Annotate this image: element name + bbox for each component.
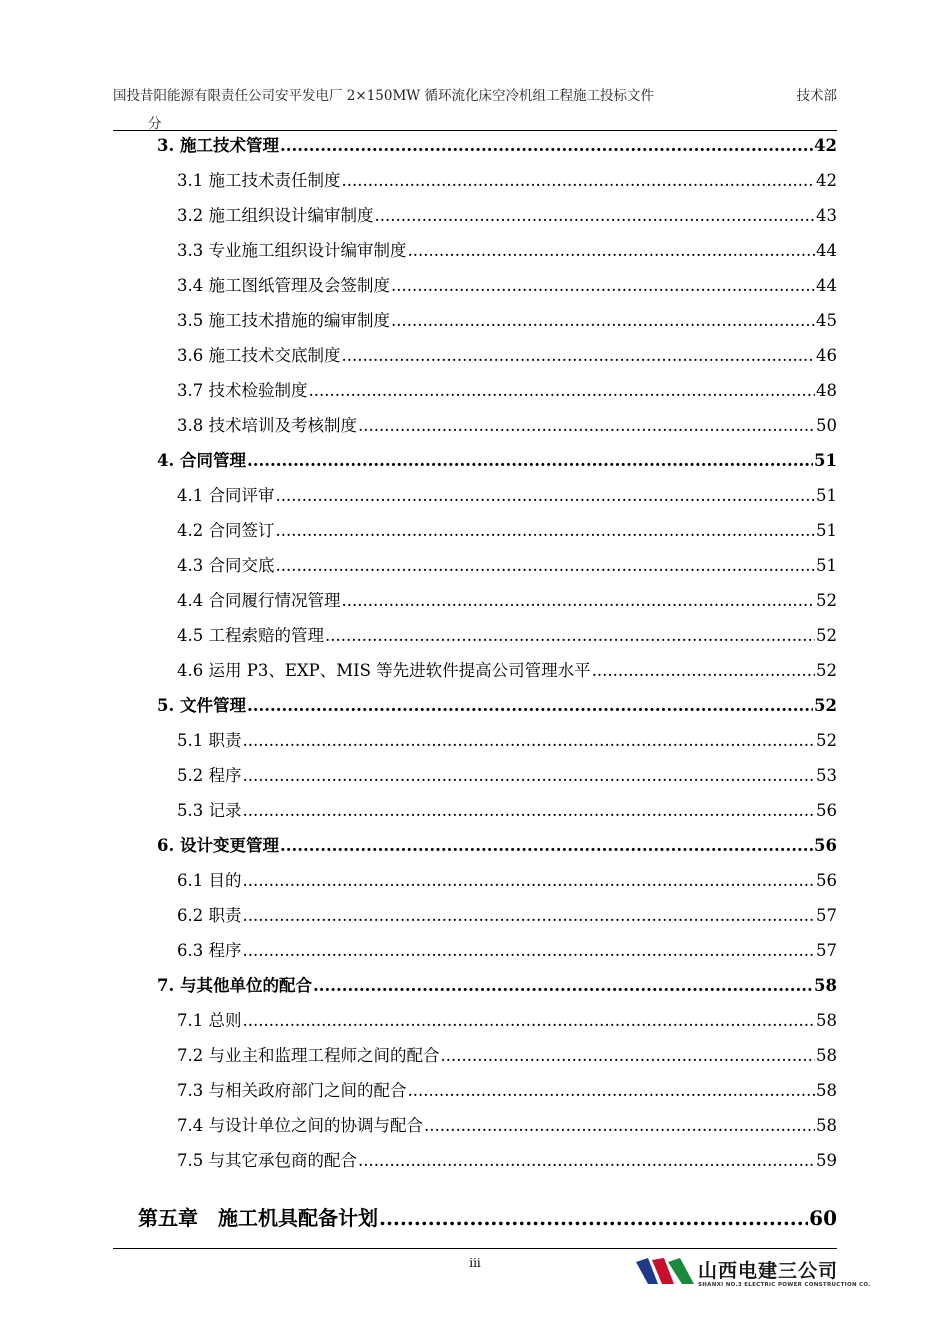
toc-subsection-entry[interactable]	[177, 303, 837, 338]
toc-subsection-entry[interactable]	[177, 268, 837, 303]
toc-subsection-entry[interactable]	[177, 513, 837, 548]
toc-entry-label: 6. 设计变更管理	[157, 836, 279, 855]
toc-entry-label: 5.1 职责	[177, 731, 242, 750]
toc-subsection-entry[interactable]	[177, 583, 837, 618]
header-title: 国投昔阳能源有限责任公司安平发电厂 2×150MW 循环流化床空冷机组工程施工投标文件	[113, 88, 654, 104]
toc-subsection-entry[interactable]	[177, 1073, 837, 1108]
toc-subsection-entry[interactable]	[177, 758, 837, 793]
footer-page-number: iii	[469, 1256, 481, 1270]
company-logo	[634, 1254, 871, 1294]
toc-entry-page: 51	[816, 486, 837, 505]
toc-dot-leader	[342, 338, 816, 373]
toc-entry-label: 4. 合同管理	[157, 451, 246, 470]
toc-entry-page: 52	[816, 731, 837, 750]
toc-section-entry[interactable]	[157, 828, 837, 863]
toc-subsection-entry[interactable]	[177, 1038, 837, 1073]
toc-entry-label: 6.2 职责	[177, 906, 242, 925]
toc-subsection-entry[interactable]	[177, 338, 837, 373]
toc-entry-label: 6.1 目的	[177, 871, 242, 890]
toc-entry-page: 51	[816, 556, 837, 575]
toc-entry-label: 4.6 运用 P3、EXP、MIS 等先进软件提高公司管理水平	[177, 661, 591, 680]
toc-dot-leader	[391, 268, 815, 303]
toc-entry-page: 52	[816, 591, 837, 610]
toc-entry-page: 52	[816, 626, 837, 645]
toc-entry-label: 3. 施工技术管理	[157, 136, 279, 155]
toc-subsection-entry[interactable]	[177, 1108, 837, 1143]
toc-dot-leader	[276, 548, 816, 583]
toc-entry-page: 58	[816, 1046, 837, 1065]
toc-entry-page: 58	[814, 976, 837, 995]
toc-dot-leader	[313, 968, 813, 1003]
toc-entry-page: 48	[816, 381, 837, 400]
toc-subsection-entry[interactable]	[177, 653, 837, 688]
toc-dot-leader	[247, 443, 813, 478]
toc-entry-label: 3.7 技术检验制度	[177, 381, 308, 400]
toc-entry-label: 7.4 与设计单位之间的协调与配合	[177, 1116, 423, 1135]
toc-subsection-entry[interactable]	[177, 163, 837, 198]
toc-dot-leader	[391, 303, 815, 338]
toc-entry-label: 3.6 施工技术交底制度	[177, 346, 341, 365]
toc-dot-leader	[247, 688, 813, 723]
toc-dot-leader	[375, 198, 816, 233]
toc-subsection-entry[interactable]	[177, 793, 837, 828]
toc-subsection-entry[interactable]	[177, 233, 837, 268]
toc-dot-leader	[309, 373, 816, 408]
toc-subsection-entry[interactable]	[177, 723, 837, 758]
toc-entry-page: 50	[816, 416, 837, 435]
logo-text-cn: 山西电建三公司	[698, 1260, 839, 1282]
toc-dot-leader	[408, 1073, 816, 1108]
toc-dot-leader	[424, 1108, 815, 1143]
toc-entry-label: 3.2 施工组织设计编审制度	[177, 206, 374, 225]
toc-entry-label: 7. 与其他单位的配合	[157, 976, 312, 995]
toc-dot-leader	[342, 583, 816, 618]
toc-entry-label: 第五章 施工机具配备计划	[138, 1206, 378, 1230]
toc-entry-page: 44	[816, 276, 837, 295]
toc-dot-leader	[408, 233, 816, 268]
toc-dot-leader	[592, 653, 815, 688]
toc-chapter-entry[interactable]	[138, 1198, 837, 1238]
toc-dot-leader	[243, 863, 816, 898]
toc-dot-leader	[358, 408, 815, 443]
toc-entry-label: 5.3 记录	[177, 801, 242, 820]
toc-entry-page: 46	[816, 346, 837, 365]
toc-entry-page: 45	[816, 311, 837, 330]
toc-subsection-entry[interactable]	[177, 618, 837, 653]
toc-dot-leader	[243, 933, 816, 968]
toc-entry-label: 4.2 合同签订	[177, 521, 275, 540]
toc-dot-leader	[243, 793, 816, 828]
toc-entry-label: 4.1 合同评审	[177, 486, 275, 505]
toc-entry-page: 53	[816, 766, 837, 785]
toc-section-entry[interactable]	[157, 688, 837, 723]
toc-dot-leader	[243, 758, 816, 793]
toc-dot-leader	[379, 1198, 808, 1238]
toc-entry-page: 42	[814, 136, 837, 155]
toc-dot-leader	[243, 1003, 816, 1038]
toc-dot-leader	[325, 618, 815, 653]
toc-section-entry[interactable]	[157, 128, 837, 163]
toc-entry-page: 44	[816, 241, 837, 260]
toc-dot-leader	[280, 828, 813, 863]
toc-entry-page: 43	[816, 206, 837, 225]
toc-subsection-entry[interactable]	[177, 548, 837, 583]
toc-entry-label: 6.3 程序	[177, 941, 242, 960]
toc-entry-page: 57	[816, 906, 837, 925]
toc-entry-page: 60	[809, 1206, 837, 1230]
toc-subsection-entry[interactable]	[177, 373, 837, 408]
toc-entry-page: 57	[816, 941, 837, 960]
toc-entry-label: 7.5 与其它承包商的配合	[177, 1151, 357, 1170]
toc-entry-page: 56	[816, 871, 837, 890]
toc-entry-page: 51	[814, 451, 837, 470]
logo-text-en: SHANXI NO.3 ELECTRIC POWER CONSTRUCTION CO.	[698, 1282, 871, 1288]
toc-entry-label: 4.5 工程索赔的管理	[177, 626, 324, 645]
toc-entry-page: 56	[816, 801, 837, 820]
toc-entry-page: 52	[816, 661, 837, 680]
toc-entry-label: 5.2 程序	[177, 766, 242, 785]
toc-subsection-entry[interactable]	[177, 198, 837, 233]
toc-subsection-entry[interactable]	[177, 1143, 837, 1178]
toc-dot-leader	[280, 128, 813, 163]
toc-dot-leader	[276, 478, 816, 513]
toc-entry-label: 7.2 与业主和监理工程师之间的配合	[177, 1046, 440, 1065]
toc-entry-page: 58	[816, 1011, 837, 1030]
toc-entry-label: 4.3 合同交底	[177, 556, 275, 575]
logo-mark-icon	[634, 1254, 696, 1288]
toc-entry-label: 5. 文件管理	[157, 696, 246, 715]
toc-subsection-entry[interactable]	[177, 1003, 837, 1038]
toc-entry-label: 3.5 施工技术措施的编审制度	[177, 311, 390, 330]
toc-entry-page: 42	[816, 171, 837, 190]
toc-entry-label: 3.3 专业施工组织设计编审制度	[177, 241, 407, 260]
toc-dot-leader	[276, 513, 816, 548]
toc-subsection-entry[interactable]	[177, 863, 837, 898]
toc-subsection-entry[interactable]	[177, 478, 837, 513]
footer-rule	[113, 1248, 837, 1249]
toc-entry-label: 3.8 技术培训及考核制度	[177, 416, 357, 435]
toc-entry-label: 3.1 施工技术责任制度	[177, 171, 341, 190]
toc-subsection-entry[interactable]	[177, 408, 837, 443]
toc-dot-leader	[243, 898, 816, 933]
toc-section-entry[interactable]	[157, 443, 837, 478]
toc-dot-leader	[243, 723, 816, 758]
toc-entry-page: 59	[816, 1151, 837, 1170]
toc-entry-page: 51	[816, 521, 837, 540]
toc-dot-leader	[441, 1038, 816, 1073]
toc-entry-page: 58	[816, 1081, 837, 1100]
toc-entry-page: 58	[816, 1116, 837, 1135]
header-title-wrap: 分	[148, 116, 162, 132]
toc-entry-label: 7.3 与相关政府部门之间的配合	[177, 1081, 407, 1100]
toc-entry-page: 56	[814, 836, 837, 855]
toc-dot-leader	[342, 163, 816, 198]
toc-entry-page: 52	[814, 696, 837, 715]
toc-entry-label: 4.4 合同履行情况管理	[177, 591, 341, 610]
toc-entry-label: 7.1 总则	[177, 1011, 242, 1030]
toc-dot-leader	[358, 1143, 815, 1178]
toc-subsection-entry[interactable]	[177, 933, 837, 968]
header-department: 技术部	[796, 88, 837, 104]
toc-subsection-entry[interactable]	[177, 898, 837, 933]
toc-entry-label: 3.4 施工图纸管理及会签制度	[177, 276, 390, 295]
toc-section-entry[interactable]	[157, 968, 837, 1003]
